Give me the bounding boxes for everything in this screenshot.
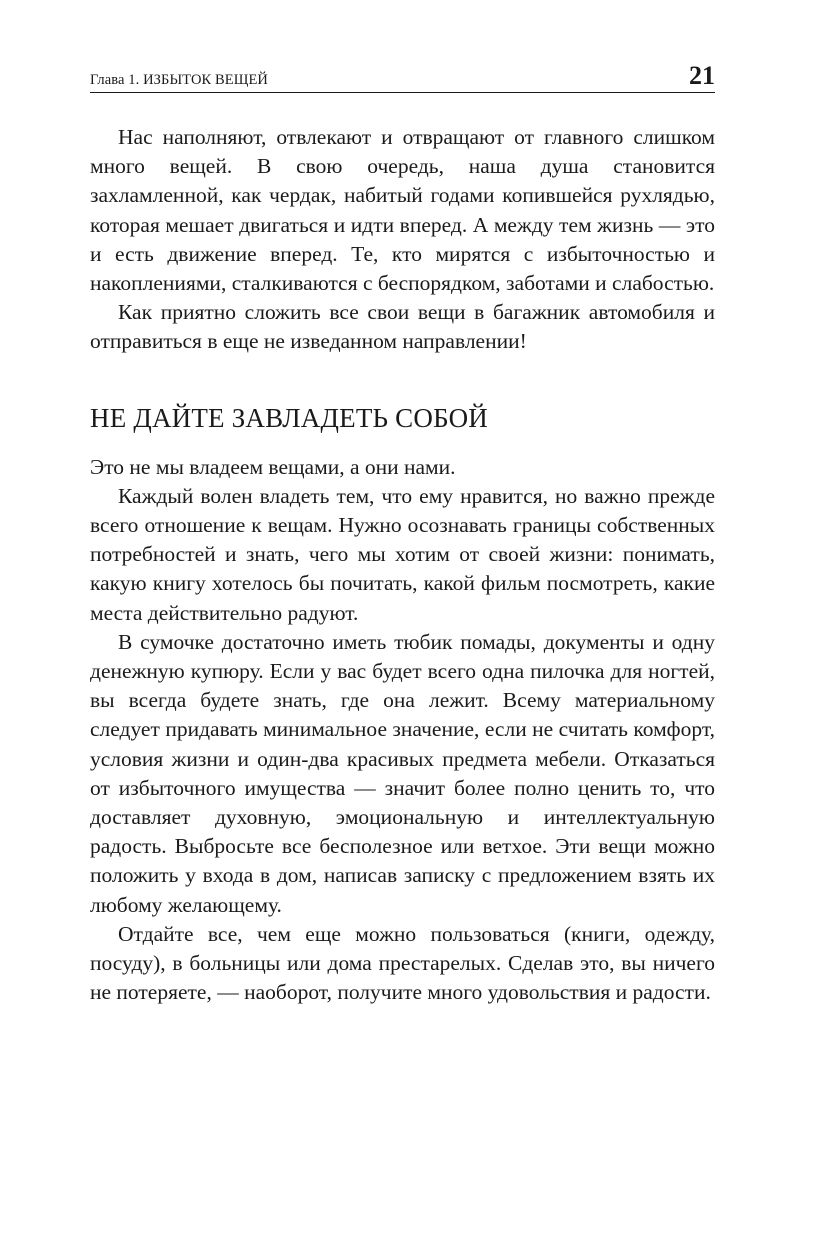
page-header — [90, 62, 715, 93]
section-heading: НЕ ДАЙТЕ ЗАВЛАДЕТЬ СОБОЙ — [90, 402, 488, 433]
paragraph-2: Как приятно сложить все свои вещи в багажник автомобиля и отправиться в еще не изведанном направлении! — [90, 300, 715, 354]
paragraph-3: Это не мы владеем вещами, а они нами. — [90, 454, 456, 479]
paragraph-1: Нас наполняют, отвлекают и отвращают от главного слишком много вещей. В свою очередь, наша душа становится захламленной, как чердак, набитый годами копившейся рухлядью, которая мешает двигаться и идти вперед. А между тем жизнь — это и есть движение вперед. Те, кто мирятся с избыточностью и накоплениями, сталкиваются с беспорядком, заботами и слабостью. — [90, 125, 715, 296]
paragraph-4: Каждый волен владеть тем, что ему нравится, но важно прежде всего отношение к вещам. Нужно осознавать границы собственных потребностей и знать, чего мы хотим от своей жизни: понимать, какую книгу хотелось бы почитать, какой фильм посмотреть, какие места действительно радуют. — [90, 483, 715, 625]
paragraph-5: В сумочке достаточно иметь тюбик помады, документы и одну денежную купюру. Если у вас будет всего одна пилочка для ногтей, вы всегда будете знать, где она лежит. Всему материальному следует придавать минимальное значение, если не считать комфорт, условия жизни и один-два красивых предмета мебели. Отказаться от избыточного имущества — значит более полно ценить то, что доставляет духовную, эмоциональную и интеллектуальную радость. Выбросьте все бесполезное или ветхое. Эти вещи можно положить у входа в дом, написав записку с предложением взять их любому желающему. — [90, 629, 715, 917]
paragraph-6: Отдайте все, чем еще можно пользоваться (книги, одежду, посуду), в больницы или дома престарелых. Сделав это, вы ничего не потеряете, — наоборот, получите много удовольствия и радости. — [90, 921, 715, 1005]
page-number: 21 — [689, 61, 715, 90]
page-body — [90, 123, 715, 1007]
running-head: Глава 1. ИЗБЫТОК ВЕЩЕЙ — [90, 72, 269, 88]
